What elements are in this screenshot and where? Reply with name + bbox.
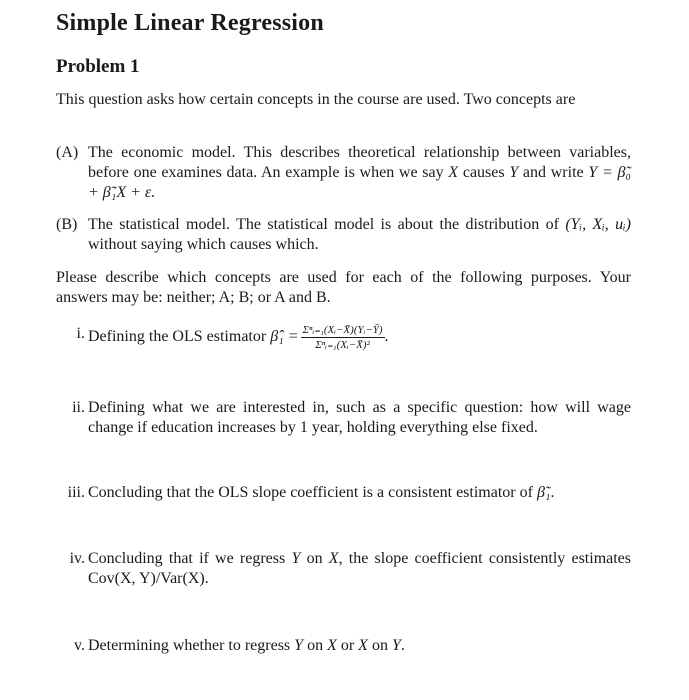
question-ii-marker: ii. <box>72 399 85 416</box>
question-i-marker: i. <box>76 325 85 342</box>
var-y: Y <box>291 550 301 567</box>
var-y: Y <box>294 637 304 654</box>
ols-estimator-symbol: β̂₁ = <box>270 328 299 346</box>
model-b-marker: (B) <box>56 216 78 233</box>
question-iv-marker: iv. <box>69 550 85 567</box>
variable-tuple: (Yᵢ, Xᵢ, uᵢ) <box>565 216 632 233</box>
question-iii-marker: iii. <box>67 484 85 501</box>
model-a-marker: (A) <box>56 144 79 161</box>
question-i-text-part: Defining the OLS estimator <box>88 328 271 346</box>
var-y: Y <box>509 164 519 181</box>
var-y: Y <box>391 637 401 654</box>
question-v-end: . <box>400 637 405 654</box>
question-v-text-part: on <box>303 637 328 654</box>
intro-paragraph: This question asks how certain concepts in the course are used. Two concepts are <box>56 91 576 108</box>
question-v-text-part: Determining whether to regress <box>88 637 295 654</box>
model-a-text-part: The economic model. This describes theoretical relationship between variables, before one examines data. An example is when we say <box>88 144 631 181</box>
question-v-text <box>88 636 631 656</box>
var-x: X <box>328 550 339 567</box>
question-iii-text <box>88 483 631 503</box>
economic-equation: Y = β̃₀ + β̃₁X + ε. <box>88 164 631 201</box>
model-b-text <box>88 215 631 255</box>
question-iii-end: . <box>550 484 555 501</box>
question-i-end: . <box>384 328 389 346</box>
question-ii-text: Defining what we are interested in, such as a specific question: how will wage change if education increases by 1 year, holding everything else fixed. <box>88 399 631 436</box>
question-iv-text-part: , the slope coefficient consistently estimates <box>338 550 632 567</box>
beta-symbol: β̃₁ <box>536 484 551 501</box>
fraction-denominator: Σⁿᵢ₌₁(Xᵢ−X̄)² <box>315 339 370 351</box>
var-x: X <box>448 164 459 181</box>
purpose-paragraph: Please describe which concepts are used for each of the following purposes. Your answers may be: neither; A; B; or A and B. <box>56 269 631 306</box>
problem-heading: Problem 1 <box>56 56 140 77</box>
question-i-text <box>88 324 631 351</box>
model-a-text-part: and write <box>518 164 589 181</box>
var-x: X <box>358 637 368 654</box>
var-x: X <box>327 637 337 654</box>
question-iv-text-part: Concluding that if we regress <box>88 550 292 567</box>
document-title: Simple Linear Regression <box>56 10 324 36</box>
question-v-marker: v. <box>74 637 85 654</box>
model-b-text-part: The statistical model. The statistical model is about the distribution of <box>88 216 566 233</box>
model-b-text-part: without saying which causes which. <box>88 236 319 253</box>
model-a-text-part: causes <box>458 164 510 181</box>
ols-estimator-fraction <box>301 324 385 351</box>
question-iv-text <box>88 549 631 589</box>
question-iii-text-part: Concluding that the OLS slope coefficient is a consistent estimator of <box>88 484 537 501</box>
question-iv-text-part: on <box>300 550 329 567</box>
model-a-text <box>88 143 631 203</box>
question-v-text-part: on <box>367 637 392 654</box>
fraction-numerator: Σⁿᵢ₌₁(Xᵢ−X̄)(Yᵢ−Ȳ) <box>302 324 383 336</box>
cov-var-expression: Cov(X, Y)/Var(X). <box>88 570 209 587</box>
question-v-text-part: or <box>336 637 359 654</box>
